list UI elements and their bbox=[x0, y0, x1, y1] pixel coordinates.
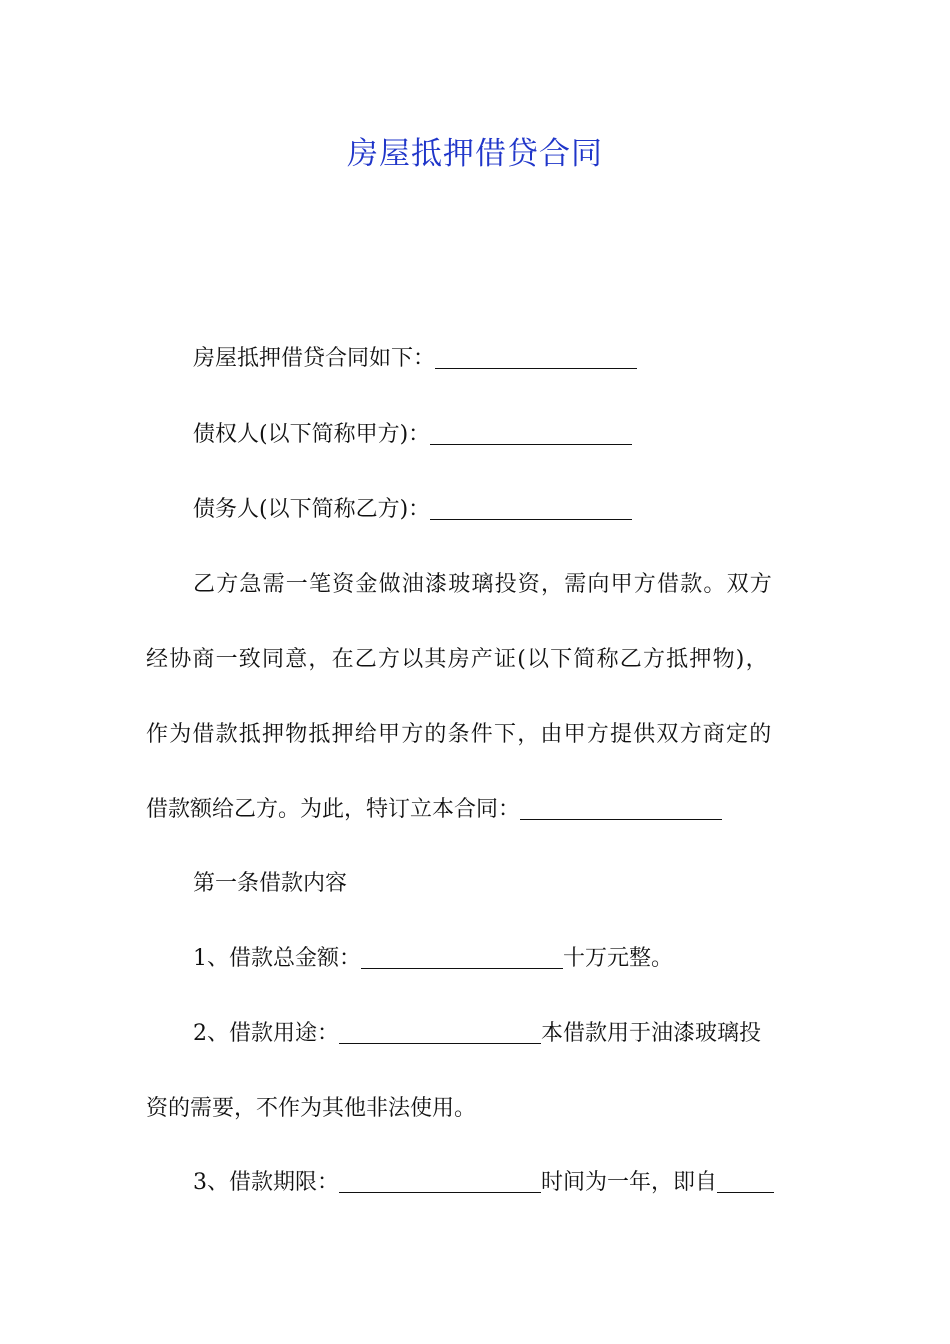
clause-purpose bbox=[193, 1019, 863, 1049]
section-heading: 第一条借款内容 bbox=[193, 871, 348, 896]
creditor-label: 债权人(以下简称甲方)： bbox=[193, 422, 431, 447]
term-label: 3、借款期限： bbox=[193, 1170, 339, 1195]
clause-term bbox=[193, 1168, 863, 1198]
body-line-2: 经协商一致同意，在乙方以其房产证(以下简称乙方抵押物)， bbox=[146, 647, 769, 672]
body-line-3: 作为借款抵押物抵押给甲方的条件下，由甲方提供双方商定的 bbox=[146, 722, 773, 747]
blank-field[interactable] bbox=[520, 797, 722, 820]
clause-amount bbox=[193, 944, 863, 974]
paragraph-intro bbox=[193, 344, 863, 374]
body-line-4-text: 借款额给乙方。为此，特订立本合同： bbox=[146, 797, 521, 822]
purpose-text: 本借款用于油漆玻璃投 bbox=[541, 1021, 762, 1046]
paragraph-debtor bbox=[193, 495, 863, 525]
purpose-label: 2、借款用途： bbox=[193, 1021, 339, 1046]
amount-text: 十万元整。 bbox=[563, 946, 674, 971]
blank-field[interactable] bbox=[435, 346, 637, 369]
term-text: 时间为一年，即自 bbox=[541, 1170, 718, 1195]
document-title: 房屋抵押借贷合同 bbox=[347, 136, 603, 172]
debtor-blank-field[interactable] bbox=[430, 497, 632, 520]
paragraph-creditor bbox=[193, 420, 863, 450]
debtor-label: 债务人(以下简称乙方)： bbox=[193, 497, 431, 522]
purpose-blank-field[interactable] bbox=[339, 1021, 541, 1044]
intro-text: 房屋抵押借贷合同如下： bbox=[193, 346, 436, 371]
body-line-1: 乙方急需一笔资金做油漆玻璃投资，需向甲方借款。双方 bbox=[193, 572, 774, 597]
start-date-blank-field[interactable] bbox=[717, 1170, 774, 1193]
clause-purpose-continued: 资的需要，不作为其他非法使用。 bbox=[146, 1096, 477, 1121]
term-blank-field[interactable] bbox=[339, 1170, 541, 1193]
amount-blank-field[interactable] bbox=[361, 946, 563, 969]
creditor-blank-field[interactable] bbox=[430, 422, 632, 445]
amount-label: 1、借款总金额： bbox=[193, 946, 361, 971]
body-line-4 bbox=[146, 795, 816, 825]
